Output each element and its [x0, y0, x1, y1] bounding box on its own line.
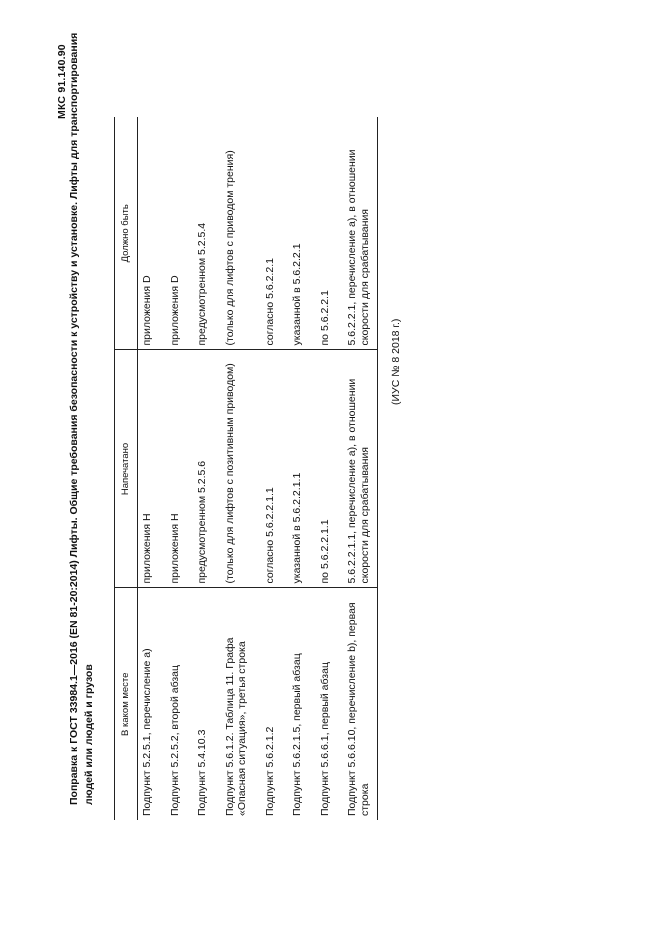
amendment-title: Поправка к ГОСТ 33984.1—2016 (EN 81-20:2014) Лифты. Общие требования безопасности к устройству и установке. Лифты для транспортирования людей или людей и грузов	[68, 32, 95, 805]
cell-should: приложения D	[138, 117, 166, 350]
cell-should: приложения D	[166, 117, 194, 350]
cell-where: Подпункт 5.4.10.3	[196, 729, 208, 816]
cell-printed: по 5.6.2.2.1.1	[316, 350, 344, 588]
cell-should: по 5.6.2.2.1	[316, 117, 344, 350]
cell-where: Подпункт 5.6.2.1.5, первый абзац	[291, 653, 303, 816]
cell-should: согласно 5.6.2.2.1	[261, 117, 289, 350]
cell-should: указанной в 5.6.2.2.1	[288, 117, 316, 350]
table-row	[261, 117, 289, 820]
publication-note: (ИУС № 8 2018 г.)	[390, 318, 402, 405]
classification-code: МКС 91.140.90	[56, 44, 68, 119]
cell-where: Подпункт 5.6.6.1, первый абзац	[318, 662, 331, 816]
table-row	[193, 117, 221, 820]
cell-printed: согласно 5.6.2.2.1.1	[261, 350, 289, 588]
table-header-row	[115, 117, 138, 820]
cell-printed: (только для лифтов с позитивным приводом)	[221, 350, 261, 588]
cell-printed: приложения Н	[138, 350, 166, 588]
cell-where: Подпункт 5.2.5.1, перечисление а)	[141, 648, 153, 816]
cell-printed: предусмотренном 5.2.5.6	[193, 350, 221, 588]
table-row	[221, 117, 261, 820]
cell-printed: указанной в 5.6.2.2.1.1	[288, 350, 316, 588]
cell-where: Подпункт 5.6.1.2. Таблица 11. Графа «Опасная ситуация», третья строка	[223, 637, 248, 816]
amendment-table	[114, 117, 378, 820]
table-row	[166, 117, 194, 820]
cell-should: 5.6.2.2.1, перечисление а), в отношении скорости для срабатывания	[343, 117, 378, 350]
table-row	[316, 117, 344, 820]
cell-where: Подпункт 5.2.5.2, второй абзац	[168, 664, 181, 816]
table-row	[138, 117, 166, 820]
cell-should: предусмотренном 5.2.5.4	[193, 117, 221, 350]
column-header-printed: Напечатано	[115, 350, 138, 588]
cell-printed: приложения Н	[166, 350, 194, 588]
cell-where: Подпункт 5.6.6.10, перечисление b), первая строка	[343, 588, 378, 820]
cell-should: (только для лифтов с приводом трения)	[221, 117, 261, 350]
cell-printed: 5.6.2.2.1.1, перечисление а), в отношении скорости для срабатывания	[343, 350, 378, 588]
column-header-where: В каком месте	[115, 588, 138, 820]
cell-where: Подпункт 5.6.2.1.2	[263, 726, 276, 816]
column-header-should: Должно быть	[115, 117, 138, 350]
table-row	[288, 117, 316, 820]
table-row	[343, 117, 378, 820]
